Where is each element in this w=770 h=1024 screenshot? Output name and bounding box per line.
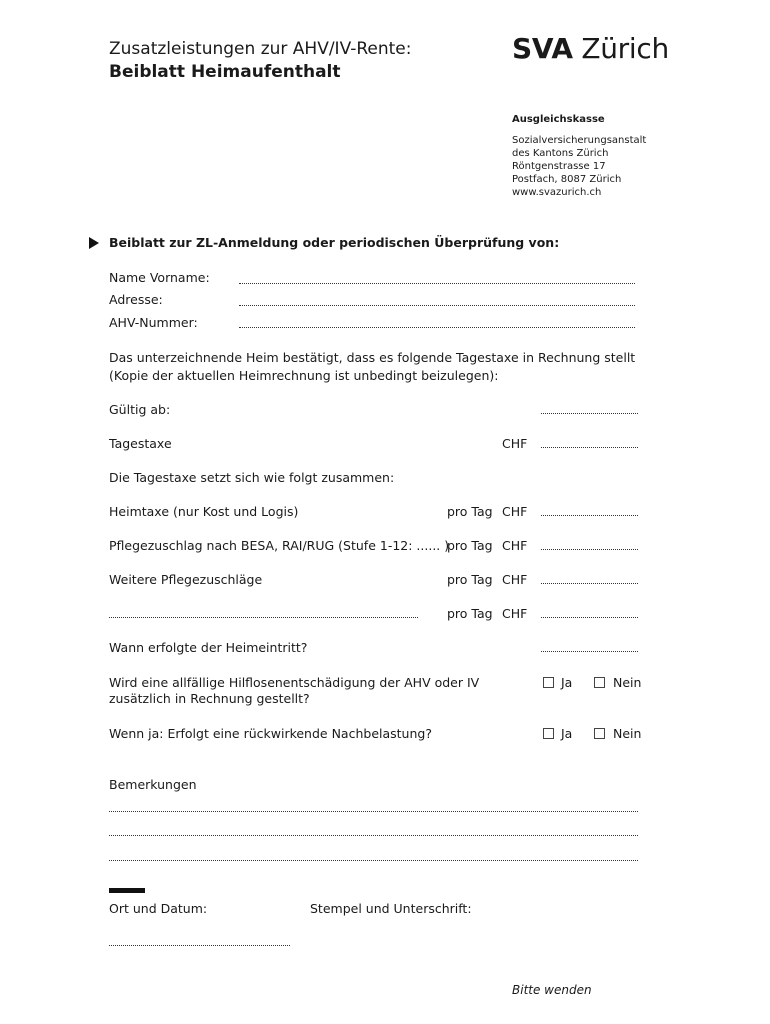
per-day-label: pro Tag — [447, 504, 493, 519]
daily-rate-field[interactable] — [541, 437, 638, 448]
helplessness-no-checkbox[interactable] — [594, 677, 605, 688]
helplessness-question: Wird eine allfällige Hilflosenentschädigung der AHV oder IV — [109, 675, 480, 690]
address-field[interactable] — [239, 295, 635, 306]
section-heading: Beiblatt zur ZL-Anmeldung oder periodischen Überprüfung von: — [109, 235, 560, 250]
form-subtitle: Beiblatt Heimaufenthalt — [109, 62, 341, 82]
other-surcharges-field[interactable] — [541, 573, 638, 584]
remarks-line[interactable] — [109, 801, 638, 812]
composition-label: Die Tagestaxe setzt sich wie folgt zusammen: — [109, 470, 395, 485]
currency-label: CHF — [502, 606, 528, 621]
office-heading: Ausgleichskasse — [512, 114, 605, 125]
no-label: Nein — [613, 726, 642, 741]
remarks-line[interactable] — [109, 825, 638, 836]
logo-regular-text: Zürich — [581, 32, 669, 65]
please-turn-note: Bitte wenden — [512, 983, 592, 997]
valid-from-field[interactable] — [541, 403, 638, 414]
valid-from-label: Gültig ab: — [109, 402, 171, 417]
no-label: Nein — [613, 675, 642, 690]
name-label: Name Vorname: — [109, 270, 210, 285]
currency-label: CHF — [502, 538, 528, 553]
office-line: www.svazurich.ch — [512, 187, 602, 198]
sva-logo — [512, 32, 669, 65]
logo-bold-text: SVA — [512, 32, 573, 65]
other-surcharges-label: Weitere Pflegezuschläge — [109, 572, 263, 587]
retroactive-yes-checkbox[interactable] — [543, 728, 554, 739]
care-surcharge-field[interactable] — [541, 539, 638, 550]
home-rate-label: Heimtaxe (nur Kost und Logis) — [109, 504, 299, 519]
office-line: des Kantons Zürich — [512, 148, 609, 159]
home-rate-field[interactable] — [541, 505, 638, 516]
per-day-label: pro Tag — [447, 538, 493, 553]
helplessness-question: zusätzlich in Rechnung gestellt? — [109, 691, 310, 706]
currency-label: CHF — [502, 436, 528, 451]
confirmation-text: (Kopie der aktuellen Heimrechnung ist unbedingt beizulegen): — [109, 368, 499, 383]
place-date-field[interactable] — [109, 935, 290, 946]
admission-date-field[interactable] — [541, 641, 638, 652]
admission-question: Wann erfolgte der Heimeintritt? — [109, 640, 308, 655]
office-line: Sozialversicherungsanstalt — [512, 135, 647, 146]
form-title: Zusatzleistungen zur AHV/IV-Rente: — [109, 39, 412, 59]
care-surcharge-label: Pflegezuschlag nach BESA, RAI/RUG (Stufe 1-12: ...... ) — [109, 538, 450, 553]
retroactive-question: Wenn ja: Erfolgt eine rückwirkende Nachbelastung? — [109, 726, 432, 741]
custom-item-field[interactable] — [109, 607, 418, 618]
office-line: Röntgenstrasse 17 — [512, 161, 606, 172]
ahv-number-field[interactable] — [239, 317, 635, 328]
ahv-number-label: AHV-Nummer: — [109, 315, 198, 330]
per-day-label: pro Tag — [447, 572, 493, 587]
remarks-label: Bemerkungen — [109, 777, 197, 792]
address-label: Adresse: — [109, 292, 163, 307]
currency-label: CHF — [502, 572, 528, 587]
triangle-right-icon — [89, 237, 99, 249]
confirmation-text: Das unterzeichnende Heim bestätigt, dass es folgende Tagestaxe in Rechnung stellt — [109, 350, 636, 365]
name-field[interactable] — [239, 273, 635, 284]
retroactive-no-checkbox[interactable] — [594, 728, 605, 739]
helplessness-yes-checkbox[interactable] — [543, 677, 554, 688]
office-line: Postfach, 8087 Zürich — [512, 174, 622, 185]
yes-label: Ja — [561, 675, 573, 690]
stamp-signature-label: Stempel und Unterschrift: — [310, 901, 472, 916]
place-date-label: Ort und Datum: — [109, 901, 208, 916]
custom-item-amount-field[interactable] — [541, 607, 638, 618]
currency-label: CHF — [502, 504, 528, 519]
remarks-line[interactable] — [109, 850, 638, 861]
yes-label: Ja — [561, 726, 573, 741]
per-day-label: pro Tag — [447, 606, 493, 621]
section-marker — [109, 888, 145, 893]
daily-rate-label: Tagestaxe — [109, 436, 172, 451]
